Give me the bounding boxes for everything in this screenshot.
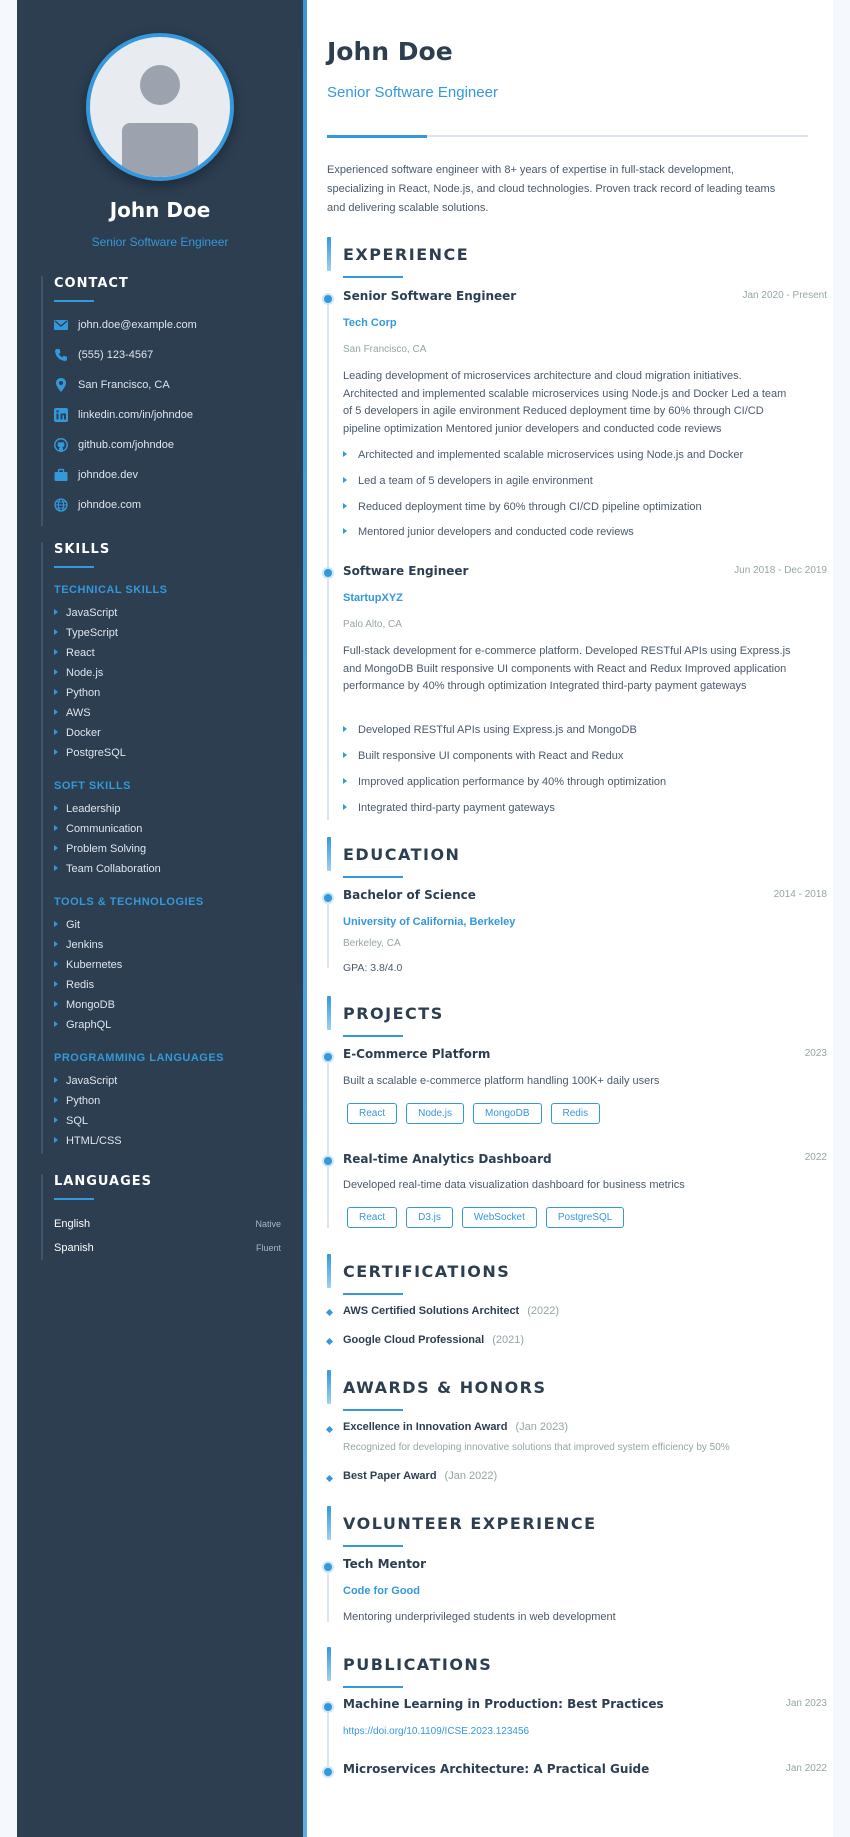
language-name: English (54, 1218, 91, 1230)
skill-item: Node.js (54, 667, 103, 679)
publication-date: Jan 2023 (785, 1698, 827, 1709)
language-row (54, 1218, 281, 1230)
project-title: E-Commerce Platform (343, 1047, 491, 1061)
publication-title: Microservices Architecture: A Practical Guide (343, 1762, 650, 1776)
summary-text: Experienced software engineer with 8+ years of expertise in full-stack development, specializing in React, Node.js, and cloud technologies. Proven track record of leading teams and delivering scalable solutions. (327, 164, 776, 214)
job-bullet: Reduced deployment time by 60% through CI/CD pipeline optimization (343, 501, 702, 513)
tech-tag: MongoDB (473, 1103, 541, 1124)
contact-location-text: San Francisco, CA (78, 379, 170, 391)
contact-website-text: johndoe.com (78, 499, 141, 511)
project-tags (347, 1103, 600, 1124)
education-degree: Bachelor of Science (343, 888, 476, 902)
publications-heading-rule (343, 1686, 403, 1688)
tech-tag: Node.js (406, 1103, 464, 1124)
language-name: Spanish (54, 1242, 94, 1254)
skill-item: Leadership (54, 803, 120, 815)
certification-name: AWS Certified Solutions Architect (343, 1305, 520, 1317)
job-description: Full-stack development for e-commerce platform. Developed RESTful APIs using Express.js and MongoDB Built responsive UI components with React and Redux Improved application performance by 40% through optimization Integrated third-party payment gateways (343, 645, 791, 692)
skill-item: PostgreSQL (54, 747, 126, 759)
skill-item: MongoDB (54, 999, 115, 1011)
header-name: John Doe (327, 37, 453, 66)
contact-heading: CONTACT (54, 276, 129, 291)
education-school: University of California, Berkeley (343, 916, 516, 928)
contact-item-website[interactable] (54, 498, 141, 512)
avatar (86, 33, 234, 181)
timeline-dot (324, 894, 332, 902)
diamond-bullet-icon (326, 1426, 333, 1433)
job-location: San Francisco, CA (343, 344, 427, 355)
award-item (343, 1421, 568, 1433)
education-heading-bar (327, 837, 331, 871)
skill-item: JavaScript (54, 1075, 117, 1087)
skill-item: TypeScript (54, 627, 118, 639)
diamond-bullet-icon (326, 1338, 333, 1345)
skill-item: SQL (54, 1115, 88, 1127)
contact-item-linkedin[interactable] (54, 408, 193, 422)
sidebar (17, 0, 303, 1837)
volunteer-timeline (327, 1566, 329, 1622)
skill-item: Python (54, 1095, 100, 1107)
contact-portfolio-text: johndoe.dev (78, 469, 138, 481)
contact-item-github[interactable] (54, 438, 174, 452)
job-bullet: Led a team of 5 developers in agile environment (343, 475, 593, 487)
job-bullet: Integrated third-party payment gateways (343, 802, 555, 814)
publication-title: Machine Learning in Production: Best Practices (343, 1697, 664, 1711)
job-company: StartupXYZ (343, 592, 403, 604)
header-title: Senior Software Engineer (327, 84, 498, 101)
projects-heading: PROJECTS (343, 1004, 444, 1023)
skill-item: Team Collaboration (54, 863, 161, 875)
timeline-dot (324, 1703, 332, 1711)
project-title: Real-time Analytics Dashboard (343, 1152, 552, 1166)
avatar-head-shape (140, 65, 180, 105)
skills-section (41, 542, 291, 1154)
language-level: Native (255, 1219, 281, 1229)
skill-item: Communication (54, 823, 142, 835)
experience-heading-bar (327, 237, 331, 271)
certification-item (343, 1305, 559, 1317)
certifications-heading-rule (343, 1293, 403, 1295)
education-date: 2014 - 2018 (773, 889, 827, 900)
contact-item-portfolio[interactable] (54, 468, 138, 482)
experience-heading: EXPERIENCE (343, 245, 470, 264)
tools-heading: TOOLS & TECHNOLOGIES (54, 896, 204, 908)
publications-timeline (327, 1706, 329, 1770)
awards-heading: AWARDS & HONORS (343, 1378, 547, 1397)
award-description: Recognized for developing innovative solutions that improved system efficiency by 50% (343, 1442, 730, 1453)
volunteer-heading-rule (343, 1545, 403, 1547)
certification-year: (2021) (492, 1334, 524, 1346)
sidebar-accent-border (303, 0, 307, 1837)
job-location: Palo Alto, CA (343, 619, 402, 630)
tech-tag: WebSocket (462, 1207, 537, 1228)
education-heading-rule (343, 876, 403, 878)
contact-github-text: github.com/johndoe (78, 439, 175, 451)
contact-heading-rule (54, 300, 94, 302)
timeline-dot (324, 569, 332, 577)
awards-heading-bar (327, 1370, 331, 1404)
skill-item: JavaScript (54, 607, 117, 619)
project-year: 2023 (804, 1048, 827, 1059)
diamond-bullet-icon (326, 1309, 333, 1316)
education-gpa: GPA: 3.8/4.0 (343, 962, 403, 974)
experience-timeline (327, 296, 329, 820)
award-date: (Jan 2023) (515, 1421, 569, 1433)
publications-heading: PUBLICATIONS (343, 1655, 493, 1674)
contact-item-location (54, 378, 170, 392)
skill-item: Jenkins (54, 939, 103, 951)
awards-heading-rule (343, 1409, 403, 1411)
contact-phone-text: (555) 123-4567 (78, 349, 154, 361)
volunteer-org: Code for Good (343, 1585, 420, 1597)
briefcase-icon (54, 468, 68, 482)
job-title: Senior Software Engineer (343, 289, 517, 303)
publications-heading-bar (327, 1647, 331, 1681)
volunteer-description: Mentoring underprivileged students in web development (343, 1611, 616, 1623)
job-date: Jan 2020 - Present (742, 290, 827, 301)
projects-heading-bar (327, 996, 331, 1030)
languages-heading-rule (54, 1198, 94, 1200)
projects-heading-rule (343, 1035, 403, 1037)
tech-tag: D3.js (406, 1207, 453, 1228)
resume-page (17, 0, 833, 1837)
language-row (54, 1242, 281, 1254)
publication-doi-link[interactable]: https://doi.org/10.1109/ICSE.2023.123456 (343, 1726, 530, 1737)
sidebar-title: Senior Software Engineer (91, 235, 229, 249)
education-timeline (327, 896, 329, 968)
languages-section (41, 1174, 291, 1260)
job-date: Jun 2018 - Dec 2019 (734, 565, 827, 576)
skill-item: HTML/CSS (54, 1135, 122, 1147)
skill-item: Problem Solving (54, 843, 146, 855)
mail-icon (54, 318, 68, 332)
contact-linkedin-text: linkedin.com/in/johndoe (78, 409, 193, 421)
volunteer-heading-bar (327, 1506, 331, 1540)
certification-name: Google Cloud Professional (343, 1334, 485, 1346)
skill-item: GraphQL (54, 1019, 111, 1031)
tech-tag: React (347, 1207, 397, 1228)
technical-skills-heading: TECHNICAL SKILLS (54, 584, 168, 596)
skill-item: Kubernetes (54, 959, 122, 971)
timeline-dot (324, 1157, 332, 1165)
projects-timeline (327, 1056, 329, 1228)
timeline-dot (324, 295, 332, 303)
project-tags (347, 1207, 624, 1228)
location-pin-icon (54, 378, 68, 392)
skill-item: Redis (54, 979, 94, 991)
job-bullet: Built responsive UI components with React and Redux (343, 750, 623, 762)
job-description: Leading development of microservices architecture and cloud migration initiatives. Architected and implemented scalable microservices using Node.js and Docker Led a team of 5 developers in agile environment Reduced deployment time by 60% through CI/CD pipeline optimization Mentored junior developers and conducted code reviews (343, 370, 787, 435)
tech-tag: React (347, 1103, 397, 1124)
skill-item: Git (54, 919, 80, 931)
education-heading: EDUCATION (343, 845, 461, 864)
languages-heading: LANGUAGES (54, 1174, 153, 1189)
diamond-bullet-icon (326, 1475, 333, 1482)
award-item (343, 1470, 497, 1482)
certification-item (343, 1334, 524, 1346)
phone-icon (54, 348, 68, 362)
avatar-body-shape (122, 123, 198, 181)
job-bullet: Improved application performance by 40% through optimization (343, 776, 666, 788)
education-location: Berkeley, CA (343, 938, 401, 949)
skills-heading-rule (54, 566, 94, 568)
linkedin-icon (54, 408, 68, 422)
skill-item: AWS (54, 707, 91, 719)
project-description: Developed real-time data visualization dashboard for business metrics (343, 1179, 685, 1191)
skill-item: React (54, 647, 95, 659)
contact-item-phone[interactable] (54, 348, 153, 362)
soft-skills-heading: SOFT SKILLS (54, 780, 131, 792)
job-bullet: Architected and implemented scalable microservices using Node.js and Docker (343, 449, 743, 461)
award-name: Best Paper Award (343, 1470, 437, 1482)
award-name: Excellence in Innovation Award (343, 1421, 508, 1433)
skill-item: Docker (54, 727, 101, 739)
job-company: Tech Corp (343, 317, 397, 329)
timeline-dot (324, 1053, 332, 1061)
timeline-dot (324, 1768, 332, 1776)
experience-heading-rule (343, 276, 403, 278)
volunteer-role: Tech Mentor (343, 1557, 427, 1571)
sidebar-name: John Doe (109, 198, 211, 222)
github-icon (54, 438, 68, 452)
job-bullet: Developed RESTful APIs using Express.js and MongoDB (343, 724, 637, 736)
award-date: (Jan 2022) (444, 1470, 498, 1482)
timeline-dot (324, 1563, 332, 1571)
volunteer-heading: VOLUNTEER EXPERIENCE (343, 1514, 597, 1533)
programming-languages-heading: PROGRAMMING LANGUAGES (54, 1052, 224, 1064)
tech-tag: Redis (551, 1103, 601, 1124)
contact-item-email[interactable] (54, 318, 197, 332)
language-level: Fluent (255, 1243, 281, 1253)
skill-item: Python (54, 687, 100, 699)
project-year: 2022 (804, 1152, 827, 1163)
job-title: Software Engineer (343, 564, 469, 578)
certifications-heading-bar (327, 1254, 331, 1288)
contact-email-text: john.doe@example.com (78, 319, 197, 331)
project-description: Built a scalable e-commerce platform handling 100K+ daily users (343, 1075, 660, 1087)
certifications-heading: CERTIFICATIONS (343, 1262, 511, 1281)
contact-section (41, 276, 291, 526)
certification-year: (2022) (527, 1305, 560, 1317)
globe-icon (54, 498, 68, 512)
tech-tag: PostgreSQL (546, 1207, 624, 1228)
skills-heading: SKILLS (54, 542, 111, 557)
job-bullet: Mentored junior developers and conducted code reviews (343, 526, 634, 538)
publication-date: Jan 2022 (785, 1763, 827, 1774)
header-divider (327, 135, 808, 137)
